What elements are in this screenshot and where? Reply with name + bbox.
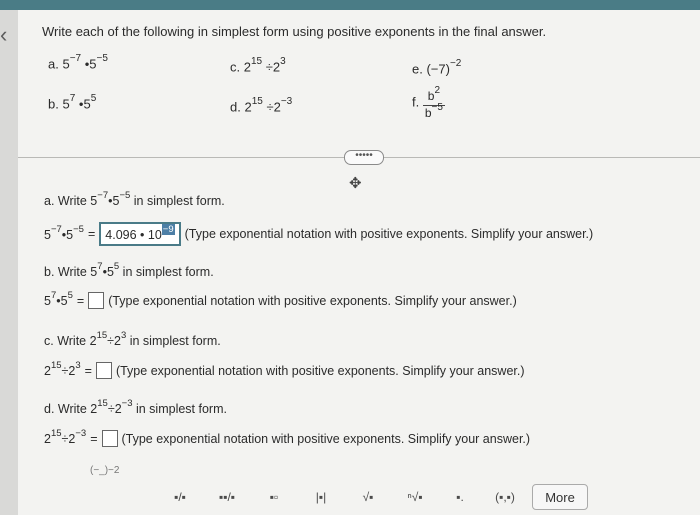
part-e-partial: (−_)−2 <box>90 465 120 476</box>
fraction: $\frac{b^2}{b^{-5}}$ <box>424 85 443 120</box>
part-a-label: a. Write $5^{-7}•5^{-5}$ in simplest form. <box>44 190 225 209</box>
decimal-button[interactable]: ▪. <box>456 490 464 504</box>
part-b-label: b. Write $5^7•5^5$ in simplest form. <box>44 261 214 280</box>
interval-button[interactable]: (▪,▪) <box>495 490 515 504</box>
part-c-label: c. Write $2^{15}\div 2^3$ in simplest form. <box>44 330 221 349</box>
back-arrow-icon[interactable]: ‹ <box>0 22 8 47</box>
part-a-answer-input[interactable]: 4.096 • $10^{-9}$ <box>99 222 180 246</box>
part-a-hint: (Type exponential notation with positive exponents. Simplify your answer.) <box>184 227 594 242</box>
mixed-number-button[interactable]: ▪▪/▪ <box>218 490 236 504</box>
math-toolbar <box>160 484 590 510</box>
problem-b: b. $5^7$ $•5^5$ <box>48 93 97 112</box>
problem-f: f. $\frac{b^2}{b^{-5}}$ <box>412 85 443 120</box>
part-c-expression: $2^{15}\div 2^3$ <box>44 360 81 379</box>
part-b-expression: $5^7•5^5$ <box>44 290 73 309</box>
part-b-hint: (Type exponential notation with positive exponents. Simplify your answer.) <box>108 293 517 308</box>
part-b-answer-row: $5^7•5^5$ = (Type exponential notation with positive exponents. Simplify your answer.) <box>44 290 517 309</box>
top-bar <box>0 0 700 10</box>
part-d-answer-row: $2^{15}\div 2^{-3}$ = (Type exponential notation with positive exponents. Simplify your answer.) <box>44 428 531 447</box>
problem-d: d. $2^{15} \div 2^{-3}$ <box>230 96 293 115</box>
exponent-button[interactable]: ▪▫ <box>269 490 279 504</box>
square-root-button[interactable]: √▪ <box>362 490 374 504</box>
part-c-answer-row: $2^{15}\div 2^3$ = (Type exponential notation with positive exponents. Simplify your answer.) <box>44 360 525 379</box>
part-d-expression: $2^{15}\div 2^{-3}$ <box>44 428 87 447</box>
absolute-value-button[interactable]: |▪| <box>315 490 327 504</box>
part-a-answer-row: $5^{-7}•5^{-5}$ = 4.096 • $10^{-9}$ (Type exponential notation with positive exponents. Simplify your answer.) <box>44 222 593 246</box>
problem-a: a. $5^{-7}$ $•5^{-5}$ <box>48 53 108 72</box>
problem-e: e. $(-7)^{-2}$ <box>412 58 462 77</box>
part-c-answer-input[interactable] <box>96 362 112 379</box>
part-a-expression: $5^{-7}•5^{-5}$ <box>44 224 84 243</box>
part-d-hint: (Type exponential notation with positive exponents. Simplify your answer.) <box>121 431 531 446</box>
part-d-label: d. Write $2^{15}\div 2^{-3}$ in simplest form. <box>44 398 227 417</box>
fraction-button[interactable]: ▪/▪ <box>174 490 186 504</box>
move-icon[interactable]: ✥ <box>349 175 362 192</box>
nth-root-button[interactable]: ⁿ√▪ <box>407 490 423 504</box>
problem-c: c. $2^{15} \div 2^3$ <box>230 56 286 75</box>
more-button[interactable]: More <box>532 484 588 510</box>
expand-button[interactable]: ••••• <box>344 150 384 165</box>
part-b-answer-input[interactable] <box>88 292 104 309</box>
part-c-hint: (Type exponential notation with positive exponents. Simplify your answer.) <box>115 363 525 378</box>
part-d-answer-input[interactable] <box>102 430 118 447</box>
instructions: Write each of the following in simplest form using positive exponents in the final answer. <box>42 24 547 39</box>
